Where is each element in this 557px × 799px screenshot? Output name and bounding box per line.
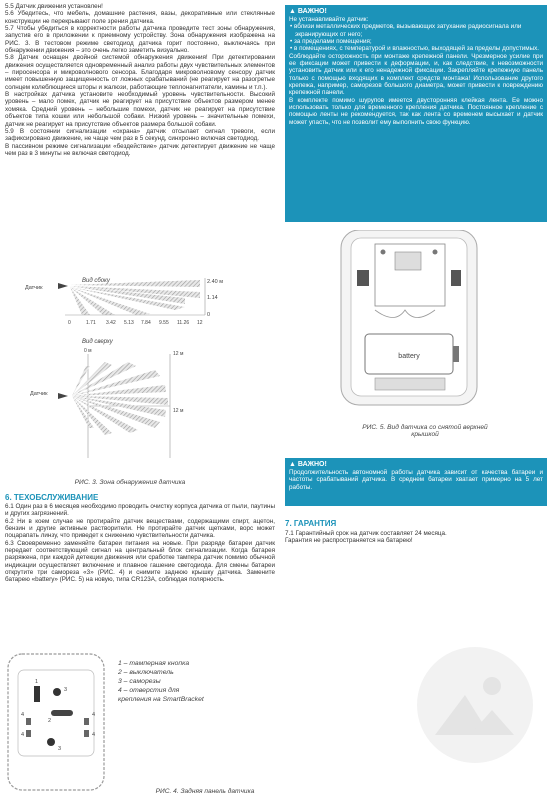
list-item: • за пределами помещения; [295,38,543,45]
figure-detection-zone [10,270,240,488]
mark-label: 3 [58,746,62,752]
left-intro-text [5,3,275,157]
mark-label: 4 [21,732,25,738]
top-beams [72,362,168,435]
sensor-arrow-icon [58,393,68,399]
distance-label: 11.26 [177,320,190,326]
height-label: 0 [207,312,211,318]
placeholder-image-icon [410,640,540,770]
paragraph: 5.8 Датчик оснащен двойной системой обнаружения движения! При детектировании движения осуществляется одновременный анализ работы двух чувствительных элементов – пиросенсора и микроволнового сенсора. Благодаря микроволновому сенсору датчик имеет повышенную защищенность от ложных срабатываний (не реагирует на разогретые солнцем колеблющиеся шторы и жалюзи, работающие теплонагнитатели, камины и т.п.). [5,54,275,91]
section-title: 7. ГАРАНТИЯ [285,519,337,528]
warning-title: ▲ ВАЖНО! [289,461,327,468]
warning-text: Продолжительность автономной работы датчика зависит от качества батареи и частоты срабатываний датчика. В среднем батареи хватает примерно на 5 лет работы. [289,469,543,491]
paragraph: 7.1 Гарантийный срок на датчик составляет 24 месяца. [285,530,447,537]
section-warranty [285,519,547,545]
paragraph: 6.1 Один раз в 6 месяцев необходимо проводить очистку корпуса датчика от пыли, паутины и других загрязнений. [5,503,275,518]
mark-label: 4 [92,732,96,738]
battery-label: battery [398,353,420,360]
scale-label: 12 м [173,351,184,357]
warning-list [289,23,543,52]
list-item: • в помещениях, с температурой и влажностью, выходящей за пределы допустимых. [295,45,543,52]
screw-icon [47,738,55,746]
paragraph: 6.2 Ни в коем случае не протирайте датчик веществами, содержащими спирт, ацетон, бензин и другие активные растворители. Не протирайте датчик щетками, ворс может поцарапать линзу, что приведет к снижению чувствительности датчика. [5,517,275,540]
scale-label: 0 м [84,348,92,354]
paragraph: В комплекте помимо шурупов имеется двусторонняя клейкая лента. Ее можно использовать только для временного крепления датчика. Постоянное крепление с помощью ленты не рекомендуется, так как лента со временем высыхает и датчик может упасть, что не позволит ему выполнить свою функцию. [289,96,543,126]
top-view-label: Вид сверху [82,339,113,345]
section-title: 6. ТЕХОБСЛУЖИВАНИЕ [5,493,99,502]
warning-box-installation [285,5,547,222]
distance-label: 5.13 [124,320,134,326]
mark-label: 1 [35,679,39,685]
figure-back-panel [4,650,116,795]
paragraph: В настройках датчика установите необходимый уровень чувствительности. Высокий уровень – мало помех, датчик не реагирует на присутствие объектов размером менее хомяка. Средний уровень – небольшие помехи, датчик не реагирует на присутствие объектов типа кошки или небольшой собаки. Низкий уровень – значительные помехи, датчик не реагирует на присутствие объектов размера большой собаки. [5,91,275,128]
back-panel-legend [118,659,213,704]
legend-item: 4 – отверстия для крепления на SmartBracket [118,687,204,703]
mark-label: 4 [21,712,25,718]
side-beams [70,280,200,315]
distance-label: 1.71 [86,320,96,326]
paragraph: 6.3 Своевременно заменяйте батареи питания на новые. При разряде батареи датчик передает соответствующий сигнал на центральный блок сигнализации. Когда батарея разряжена, при каждой детекции движения или сработке тампера датчик помимо обычной индикации осуществляет включение и плавное гашение светодиода. Для смены батареи открутите три самореза «3» (РИС. 4) и снимите заднюю крышку датчика. Замените батарею «battery» (РИС. 5) на новую, типа CR123A, соблюдая полярность. [5,539,275,584]
mark-label: 4 [92,712,96,718]
distance-label: 0 [68,320,71,326]
distance-label: 3.42 [106,320,116,326]
sensor-arrow-icon [58,283,68,289]
mark-label: 2 [48,718,52,724]
paragraph: 5.7 Чтобы убедиться в корректности работы датчика проведите тест зоны обнаружения, запустив его в приложении к приемному устройству. Зона обнаружения изображена на РИС. 3. В тестовом режиме светодиод датчика горит постоянно, выключаясь при обнаружении движения – это очень легко заметить визуально. [5,25,275,55]
paragraph: В пассивном режиме сигнализации «бездействие» датчик детектирует движение не чаще чем раз в 3 минуты не включая светодиод. [5,142,275,157]
paragraph: Соблюдайте осторожность при монтаже крепежной панели. Чрезмерное усилие при ее фиксации может привести к деформации, и, как следствие, к невозможности установить датчик или к его ненадежной фиксации. Закрепляйте крепежную панель только с помощью входящих в комплект средств монтажа! Использование другого крепежа, например, саморезов большого диаметра, может привести к повреждению крепежной панели. [289,52,543,97]
paragraph: 5.6 Убедитесь, что мебель, домашние растения, вазы, декоративные или стеклянные конструкции не перекрывают поле зрения датчика. [5,10,275,25]
figure-caption: РИС. 3. Зона обнаружения датчика [74,479,186,486]
paragraph: 5.9 В состоянии сигнализации «охрана» датчик отсылает сигнал тревоги, если зафиксировано движение, не чаще чем раз в 5 секунд, синхронно включая светодиод. [5,127,275,143]
distance-label: 12 [197,320,203,326]
figure-open-sensor [335,230,485,410]
mark-label: 3 [64,687,68,693]
list-item: • вблизи металлических предметов, вызывающих затухание радиосигнала или экранирующих от него; [295,23,543,38]
figure-caption: РИС. 4. Задняя панель датчика [155,788,255,795]
screw-icon [53,688,61,696]
legend-item: 3 – саморезы [118,678,161,685]
scale-label: 12 м [173,408,184,414]
tamper-button [34,686,40,702]
distance-label: 7.84 [141,320,151,326]
sensor-label: Датчик [25,285,43,291]
switch-icon [51,710,73,716]
distance-label: 9.55 [159,320,169,326]
paragraph: 5.5 Датчик движения установлен! [5,3,103,10]
figure-caption: РИС. 5. Вид датчика со снятой верхней крышкой [362,424,488,438]
height-label: 1.14 [207,295,218,301]
legend-item: 2 – выключатель [118,669,174,676]
legend-item: 1 – тамперная кнопка [118,660,190,667]
paragraph: Гарантия не распространяется на батарею! [285,537,413,545]
warning-title: ▲ ВАЖНО! [289,8,327,15]
warning-box-battery [285,458,547,506]
side-view-label: Вид сбоку [82,278,110,284]
height-label: 2.40 м [207,279,224,285]
section-maintenance [5,493,275,584]
warning-intro: Не устанавливайте датчик: [289,16,369,23]
sensor-label: Датчик [30,391,48,397]
